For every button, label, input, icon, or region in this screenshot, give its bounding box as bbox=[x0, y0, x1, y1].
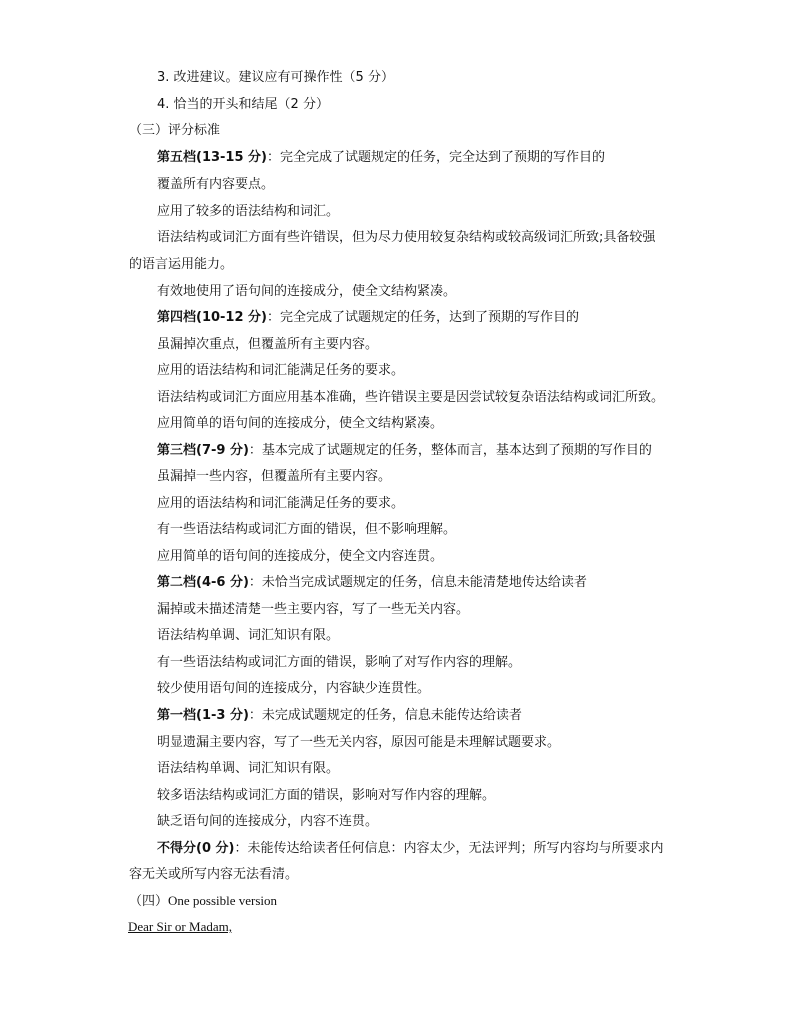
grade-2-line: 语法结构单调、词汇知识有限。 bbox=[157, 628, 340, 643]
grade-1-heading bbox=[157, 707, 522, 725]
grade-0-wrap-line-2: 容无关或所写内容无法看清。 bbox=[129, 867, 299, 882]
grade-5-line: 覆盖所有内容要点。 bbox=[157, 177, 275, 192]
grade-2-desc: ：未恰当完成试题规定的任务，信息未能清楚地传达给读者 bbox=[248, 575, 587, 590]
grade-3-line: 应用的语法结构和词汇能满足任务的要求。 bbox=[157, 496, 405, 511]
grade-1-line: 语法结构单调、词汇知识有限。 bbox=[157, 761, 340, 776]
grade-4-desc: ：完全完成了试题规定的任务，达到了预期的写作目的 bbox=[267, 310, 580, 325]
grade-4-heading bbox=[157, 309, 579, 327]
letter-salutation: Dear Sir or Madam, bbox=[128, 919, 232, 934]
grade-1-label: 第一档(1-3 分) bbox=[157, 708, 249, 723]
grade-3-line: 有一些语法结构或词汇方面的错误，但不影响理解。 bbox=[157, 522, 457, 537]
grade-0-label: 不得分(0 分) bbox=[157, 841, 235, 856]
grade-3-heading bbox=[157, 442, 652, 460]
grade-3-line: 应用简单的语句间的连接成分，使全文内容连贯。 bbox=[157, 549, 444, 564]
grade-4-line: 应用的语法结构和词汇能满足任务的要求。 bbox=[157, 363, 405, 378]
grade-4-label: 第四档(10-12 分) bbox=[157, 310, 267, 325]
grade-5-line: 应用了较多的语法结构和词汇。 bbox=[157, 204, 340, 219]
section-4-heading: （四）One possible version bbox=[129, 893, 278, 908]
grade-4-line: 虽漏掉次重点，但覆盖所有主要内容。 bbox=[157, 337, 379, 352]
grade-1-line: 较多语法结构或词汇方面的错误，影响对写作内容的理解。 bbox=[157, 788, 496, 803]
grade-4-line: 应用简单的语句间的连接成分，使全文结构紧凑。 bbox=[157, 416, 444, 431]
grade-5-label: 第五档(13-15 分) bbox=[157, 150, 267, 165]
grade-5-desc: ：完全完成了试题规定的任务，完全达到了预期的写作目的 bbox=[267, 150, 606, 165]
grade-3-label: 第三档(7-9 分) bbox=[157, 443, 249, 458]
grade-5-wrap-line-1: 语法结构或词汇方面有些许错误，但为尽力使用较复杂结构或较高级词汇所致;具备较强 bbox=[157, 230, 656, 245]
grade-0-desc: ：未能传达给读者任何信息：内容太少，无法评判；所写内容均与所要求内 bbox=[234, 841, 664, 856]
grade-2-label: 第二档(4-6 分) bbox=[157, 575, 249, 590]
grade-2-heading bbox=[157, 574, 587, 592]
grade-1-line: 缺乏语句间的连接成分，内容不连贯。 bbox=[157, 814, 379, 829]
grade-1-line: 明显遗漏主要内容，写了一些无关内容，原因可能是未理解试题要求。 bbox=[157, 735, 561, 750]
grade-2-line: 较少使用语句间的连接成分，内容缺少连贯性。 bbox=[157, 681, 431, 696]
grade-5-heading bbox=[157, 149, 605, 167]
grade-2-line: 有一些语法结构或词汇方面的错误，影响了对写作内容的理解。 bbox=[157, 655, 522, 670]
grade-4-line: 语法结构或词汇方面应用基本准确，些许错误主要是因尝试较复杂语法结构或词汇所致。 bbox=[157, 390, 665, 405]
grade-3-line: 虽漏掉一些内容，但覆盖所有主要内容。 bbox=[157, 469, 392, 484]
grade-5-line: 有效地使用了语句间的连接成分，使全文结构紧凑。 bbox=[157, 284, 457, 299]
grade-3-desc: ：基本完成了试题规定的任务，整体而言，基本达到了预期的写作目的 bbox=[248, 443, 652, 458]
grade-2-line: 漏掉或未描述清楚一些主要内容，写了一些无关内容。 bbox=[157, 602, 470, 617]
grade-0-heading bbox=[157, 840, 663, 858]
scoring-item-4: 4. 恰当的开头和结尾（2 分） bbox=[157, 97, 329, 112]
grade-5-wrap-line-2: 的语言运用能力。 bbox=[129, 257, 234, 272]
grade-1-desc: ：未完成试题规定的任务，信息未能传达给读者 bbox=[248, 708, 522, 723]
scoring-item-3: 3. 改进建议。建议应有可操作性（5 分） bbox=[157, 70, 394, 85]
section-3-heading: （三）评分标准 bbox=[129, 123, 221, 138]
